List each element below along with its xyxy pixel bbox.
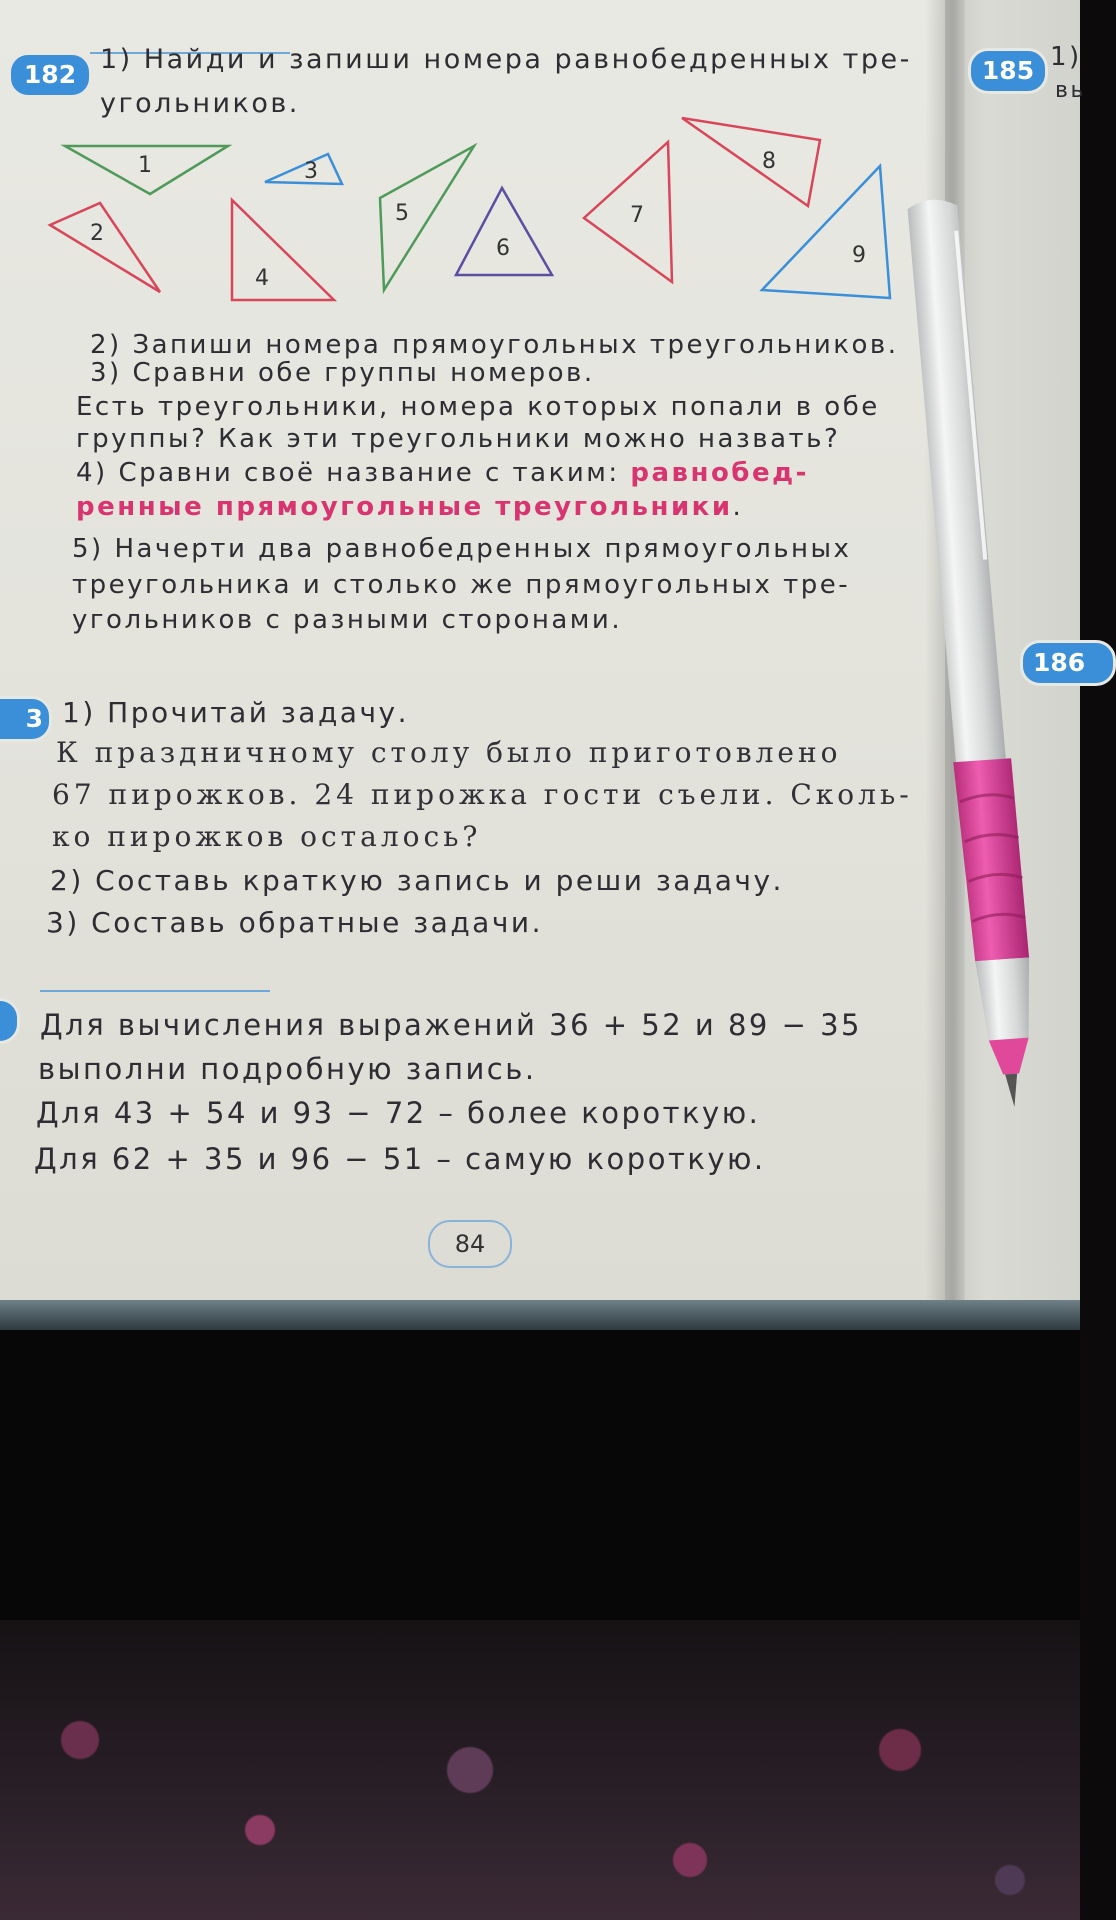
task-184-line4: Для 62 + 35 и 96 − 51 – самую короткую. xyxy=(34,1142,766,1176)
task-183-item1: 1) Прочитай задачу. xyxy=(62,696,409,729)
task-182-item2: 2) Запиши номера прямоугольных треугольников. xyxy=(90,330,899,360)
triangle-9-label: 9 xyxy=(852,243,866,268)
triangle-5-label: 5 xyxy=(395,201,409,226)
task-184-line2: выполни подробную запись. xyxy=(38,1052,537,1086)
task-182-item3: 3) Сравни обе группы номеров. xyxy=(90,358,595,388)
pen-tip xyxy=(1005,1074,1019,1108)
task-182-item5-line2: треугольника и столько же прямоугольных тре- xyxy=(72,570,851,600)
triangle-1-label: 1 xyxy=(138,153,152,178)
pen-tip-cone xyxy=(989,1038,1031,1076)
task-185-fragment-b: вь xyxy=(1055,78,1086,103)
task-183-problem-line2: 67 пирожков. 24 пирожка гости съели. Сколь- xyxy=(52,778,913,811)
task-182-item3-question1: Есть треугольники, номера которых попали в обе xyxy=(76,392,880,422)
triangle-3-label: 3 xyxy=(304,159,318,184)
fabric-background xyxy=(0,1620,1080,1920)
task-182-item4-end: . xyxy=(732,492,744,522)
task-182-item5-line3: угольников с разными сторонами. xyxy=(72,605,623,635)
task-186-badge: 186 xyxy=(1020,640,1116,686)
task-182-line2: угольников. xyxy=(100,88,300,119)
task-185-fragment-a: 1) xyxy=(1050,42,1082,72)
triangle-6-label: 6 xyxy=(496,236,510,261)
task-182-item4-prefix: 4) Сравни своё название с таким: xyxy=(76,458,620,488)
book-cover-edge xyxy=(0,1300,1080,1330)
task-182-badge: 182 xyxy=(8,52,92,98)
triangle-2-label: 2 xyxy=(90,221,104,246)
task-182-item5-line1: 5) Начерти два равнобедренных прямоугольных xyxy=(72,534,852,564)
task-183-item2: 2) Составь краткую запись и реши задачу. xyxy=(50,864,784,897)
task-183-item3: 3) Составь обратные задачи. xyxy=(46,906,543,939)
task-185-badge: 185 xyxy=(968,48,1048,94)
task-182-item4-highlight-2: ренные прямоугольные треугольники xyxy=(76,492,733,522)
task-183-problem-line1: К праздничному столу было приготовлено xyxy=(56,736,842,769)
triangle-8-label: 8 xyxy=(762,149,776,174)
task-182-line1: 1) Найди и запиши номера равнобедренных тре- xyxy=(100,44,912,75)
task-182-item3-question2: группы? Как эти треугольники можно назвать? xyxy=(76,424,841,454)
triangle-4-label: 4 xyxy=(255,266,269,291)
task-184-line1: Для вычисления выражений 36 + 52 и 89 − 35 xyxy=(40,1008,862,1042)
task-182-item4-highlight-1: равнобед- xyxy=(630,458,809,488)
task-183-problem-line3: ко пирожков осталось? xyxy=(52,820,482,853)
pen-grip xyxy=(953,758,1029,962)
task-183-badge: 3 xyxy=(0,696,52,742)
task-184-line3: Для 43 + 54 и 93 − 72 – более короткую. xyxy=(36,1096,761,1130)
triangle-7-label: 7 xyxy=(630,203,644,228)
pen-barrel xyxy=(907,197,1007,782)
page-number: 84 xyxy=(428,1220,512,1268)
